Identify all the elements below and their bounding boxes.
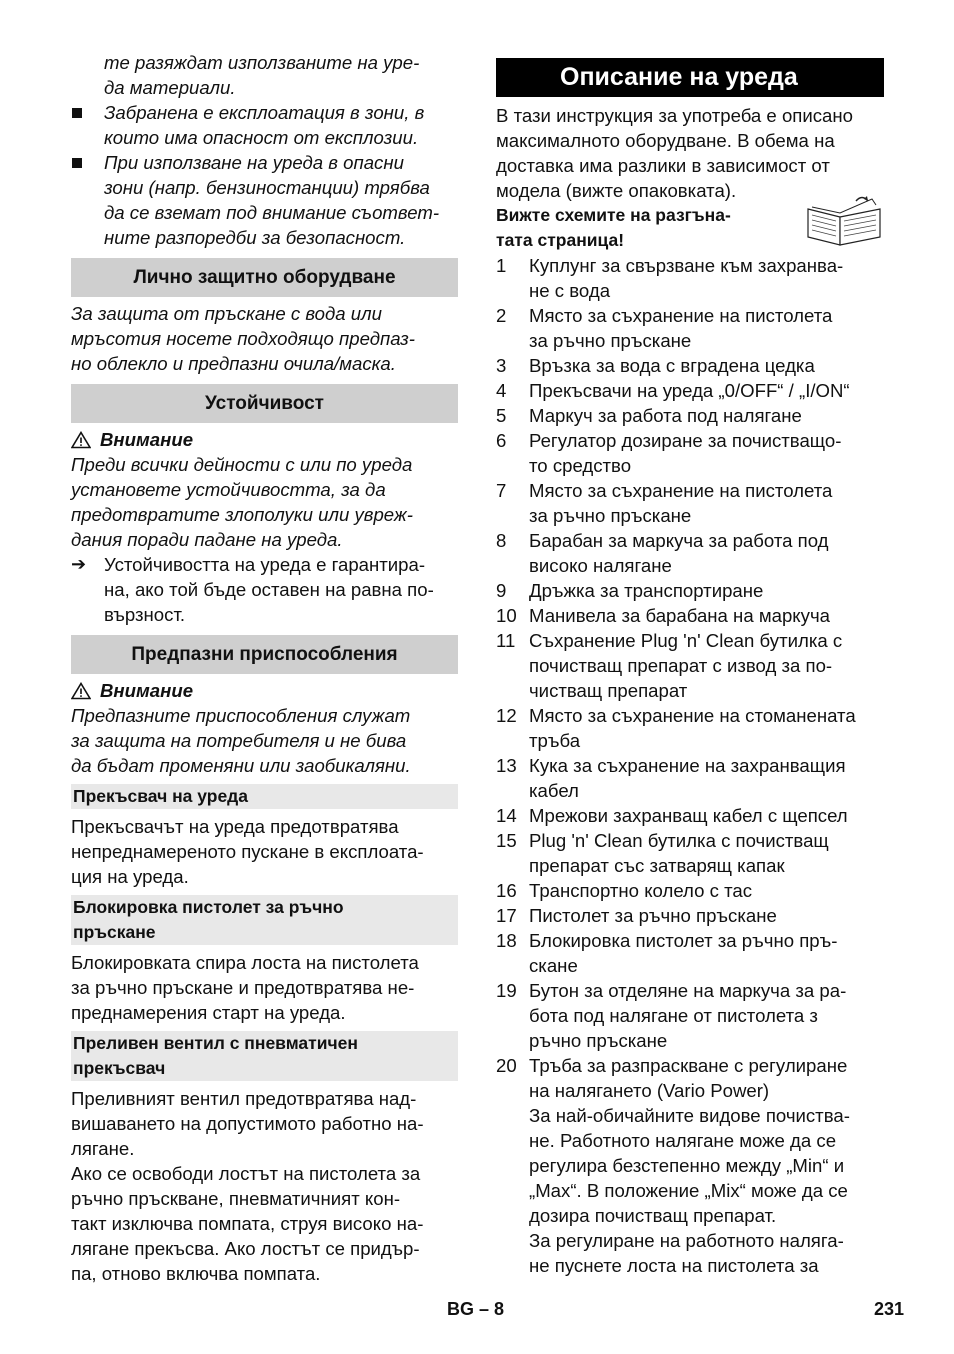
list-item: 8 Барабан за маркуча за работа под високо налягане [496,530,829,576]
warning-triangle-icon [71,682,91,700]
heading-stability: Устойчивост [71,384,458,423]
parts-list [496,253,884,1278]
gun-lock-text: Блокировката спира лоста на пистолета за ръчно пръскане и предотвратява не- преднамерения старт на уреда. [71,952,419,1023]
list-item: 18 Блокировка пистолет за ръчно пръ- скане [496,930,838,976]
heading-safety-devices: Предпазни приспособления [71,635,458,674]
list-item: 15 Plug 'n' Clean бутилка с почистващ препарат със затварящ капак [496,830,829,876]
subheading-gun-lock: Блокировка пистолет за ръчно пръскане [71,895,458,945]
list-item: 13 Кука за съхранение на захранващия кабел [496,755,846,801]
list-item: 12 Място за съхранение на стоманената тръба [496,705,856,751]
square-bullet-icon [72,158,82,168]
section-title: Описание на уреда [496,58,884,97]
list-item: 7 Място за съхранение на пистолета за ръчно пръскане [496,480,833,526]
heading-ppe: Лично защитно оборудване [71,258,458,297]
device-description-intro: В тази инструкция за употреба е описано максималното оборудване. В обема на доставка има разлики в зависимост от модела (вижте опаковката). [496,105,853,201]
subheading-device-switch: Прекъсвач на уреда [71,784,458,809]
stability-instruction: ➔ Устойчивостта на уреда е гарантира- на, ако той бъде оставен на равна по- вързност. [71,554,434,625]
warning-triangle-icon [71,431,91,449]
right-column [496,58,884,1278]
overflow-valve-text: Преливният вентил предотвратява над- вишаването на допустимото работно на- лягане. Ако се освободи лостът на пистолета за ръчно пръскване, пневматичният кон- такт изключва помпата, струя високо на- лягане прекъсва. Ако лостът се придър- па, отново включва помпата. [71,1088,424,1284]
device-switch-text: Прекъсвачът на уреда предотвратява непреднамереното пускане в експлоата- ция на уреда. [71,816,424,887]
square-bullet-icon [72,108,82,118]
arrow-right-icon: ➔ [71,554,87,574]
foldout-reference: Вижте схемите на разгъна- тата страница! [496,203,884,253]
list-item: 10 Манивела за барабана на маркуча [496,605,830,626]
list-item: 5 Маркуч за работа под налягане [496,405,802,426]
list-item: 2 Място за съхранение на пистолета за ръчно пръскане [496,305,833,351]
list-item: 6 Регулатор дозиране за почистващо- то средство [496,430,842,476]
list-item: 16 Транспортно колело с тас [496,880,753,901]
list-item: 19 Бутон за отделяне на маркуча за ра- бота под налягане от пистолета з ръчно пръскане [496,980,847,1051]
list-item: 3 Връзка за вода с вградена цедка [496,355,815,376]
page-label: BG – 8 [447,1299,505,1319]
list-item: 20 Тръба за разпраскване с регулиране на налягането (Vario Power) За най-обичайните видове почиства- не. Работното налягане може да се регулира безстепенно между „Min“ и „Max“. В положение „Mix“ може да се дозира почистващ препарат. За регулиране на работното наляга- не пуснете лоста на пистолета за [496,1055,850,1276]
list-item: 4 Прекъсвачи на уреда „0/OFF“ / „I/ON“ [496,380,850,401]
subheading-overflow-valve: Преливен вентил с пневматичен прекъсвач [71,1031,458,1081]
warning-stability: Внимание [71,427,458,452]
open-book-icon [804,195,884,247]
list-item: 9 Дръжка за транспортиране [496,580,764,601]
list-item: 17 Пистолет за ръчно пръскане [496,905,777,926]
page-number: 231 [874,1299,905,1319]
list-item: 1 Куплунг за свързване към захранва- не с вода [496,255,844,301]
intro-continuation: те разяждат използваните на уре- да материали. [104,52,420,98]
ppe-text: За защита от пръскане с вода или мръсотия носете подходящо предпаз- но облекло и предпазни очила/маска. [71,303,416,374]
stability-warning-text: Преди всички дейности с или по уреда установете устойчивостта, за да предотвратите злополуки или увреж- дания поради падане на уреда. [71,454,413,550]
list-item: 11 Съхранение Plug 'n' Clean бутилка с почистващ препарат с извод за по- чистващ препарат [496,630,843,701]
warning-safety: Внимание [71,678,458,703]
left-column [71,50,458,1286]
bullet-hazard-zones: При използване на уреда в опасни зони (напр. бензиностанции) трябва да се вземат под внимание съответ- ните разпоредби за безопасност. [71,150,458,250]
list-item: 14 Мрежови захранващ кабел с щепсел [496,805,848,826]
safety-warning-text: Предпазните приспособления служат за защита на потребителя и не бива да бъдат променяни или заобикаляни. [71,705,411,776]
bullet-explosion-zones: Забранена е експлоатация в зони, в които има опасност от експлозии. [71,100,458,150]
